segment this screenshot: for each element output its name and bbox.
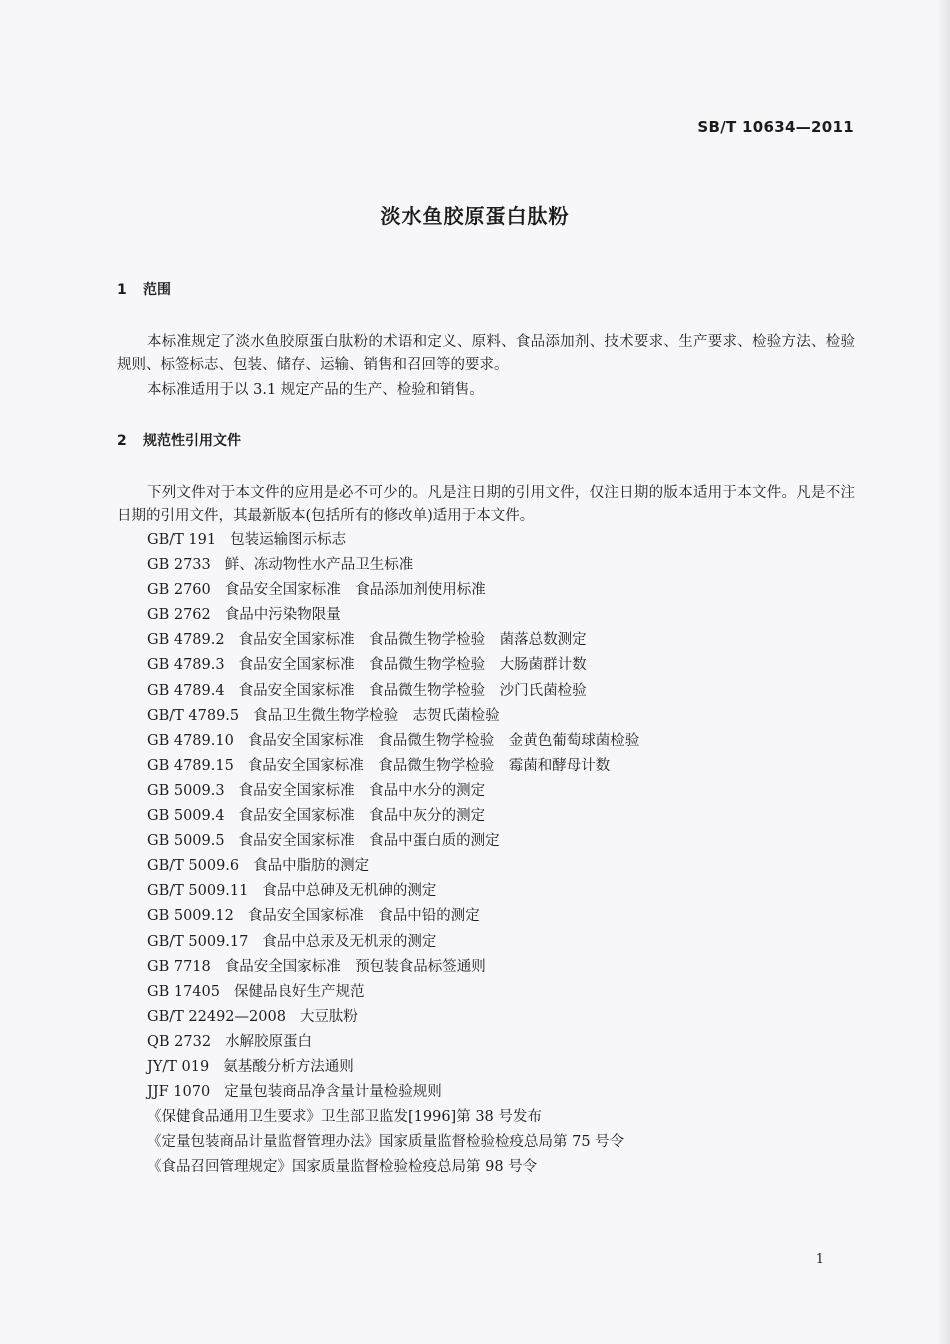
reference-code: GB/T 5009.11 [147,883,249,900]
reference-item [147,1155,639,1180]
section-2-number: 2 [117,433,127,449]
reference-code: GB 2733 [147,557,211,574]
reference-code: GB 4789.2 [147,632,225,649]
reference-item [147,528,639,553]
reference-item [147,879,639,904]
reference-code: GB/T 4789.5 [147,707,240,724]
reference-code: GB 4789.3 [147,657,225,674]
reference-title: 食品安全国家标准 食品微生物学检验 沙门氏菌检验 [238,682,587,699]
reference-code: GB/T 22492—2008 [147,1008,286,1025]
reference-title: 食品中总汞及无机汞的测定 [262,933,437,950]
section-2-paragraph-1: 下列文件对于本文件的应用是必不可少的。凡是注日期的引用文件，仅注日期的版本适用于本文件。凡是不注日期的引用文件，其最新版本(包括所有的修改单)适用于本文件。 [117,485,855,524]
reference-code: GB 4789.4 [147,682,225,699]
reference-item [147,628,639,653]
reference-title: 食品中总砷及无机砷的测定 [262,883,437,900]
reference-code: QB 2732 [147,1033,212,1050]
reference-item [147,578,639,603]
reference-item [147,1080,639,1105]
reference-code: JJF 1070 [147,1084,211,1101]
reference-code: GB 2760 [147,582,211,599]
reference-item [147,854,639,879]
section-1-title: 范围 [143,282,171,298]
reference-item [147,653,639,678]
reference-title: 《保健食品通用卫生要求》卫生部卫监发[1996]第 38 号发布 [147,1109,542,1126]
section-1-paragraph-1: 本标准规定了淡水鱼胶原蛋白肽粉的术语和定义、原料、食品添加剂、技术要求、生产要求、检验方法、检验规则、标签标志、包装、储存、运输、销售和召回等的要求。 [117,334,855,373]
reference-item [147,729,639,754]
reference-item [147,553,639,578]
standard-code: SB/T 10634—2011 [697,118,854,136]
reference-item [147,829,639,854]
reference-code: GB 5009.4 [147,808,225,825]
reference-item [147,704,639,729]
page-number: 1 [815,1252,824,1267]
reference-title: 定量包装商品净含量计量检验规则 [224,1084,442,1101]
reference-title: 食品安全国家标准 食品中水分的测定 [238,782,486,799]
reference-item [147,779,639,804]
reference-item [147,1030,639,1055]
reference-title: 包装运输图示标志 [230,532,347,548]
reference-title: 保健品良好生产规范 [233,983,365,1000]
section-2-title: 规范性引用文件 [143,433,241,449]
reference-title: 大豆肽粉 [299,1008,358,1025]
reference-title: 食品中脂肪的测定 [253,858,370,875]
reference-title: 食品安全国家标准 食品中铅的测定 [247,908,480,925]
reference-item [147,754,639,779]
reference-code: GB 5009.12 [147,908,234,925]
reference-item [147,980,639,1005]
reference-code: GB/T 5009.6 [147,858,240,875]
reference-item [147,1005,639,1030]
reference-code: JY/T 019 [147,1058,210,1075]
reference-code: GB 17405 [147,983,220,1000]
reference-item [147,930,639,955]
reference-item [147,603,639,628]
reference-title: 食品安全国家标准 食品微生物学检验 金黄色葡萄球菌检验 [247,732,640,749]
reference-title: 食品安全国家标准 食品添加剂使用标准 [224,582,486,599]
section-2-heading [117,430,241,450]
reference-title: 食品卫生微生物学检验 志贺氏菌检验 [253,707,500,724]
document-title: 淡水鱼胶原蛋白肽粉 [380,204,570,228]
reference-title: 《食品召回管理规定》国家质量监督检验检疫总局第 98 号令 [147,1159,538,1176]
reference-list [147,528,639,1180]
section-1-number: 1 [117,282,127,298]
section-1-paragraph-2: 本标准适用于以 3.1 规定产品的生产、检验和销售。 [147,382,484,398]
reference-item [147,955,639,980]
reference-item [147,904,639,929]
reference-code: GB 5009.3 [147,782,225,799]
reference-title: 食品安全国家标准 食品微生物学检验 大肠菌群计数 [238,657,587,674]
reference-title: 《定量包装商品计量监督管理办法》国家质量监督检验检疫总局第 75 号令 [147,1134,625,1151]
reference-title: 食品安全国家标准 食品中灰分的测定 [238,808,486,825]
reference-title: 鲜、冻动物性水产品卫生标准 [224,557,414,574]
reference-code: GB/T 191 [147,532,217,548]
reference-item [147,804,639,829]
reference-code: GB 5009.5 [147,833,225,850]
reference-item [147,1055,639,1080]
reference-code: GB 2762 [147,607,211,624]
reference-code: GB 4789.10 [147,732,234,749]
reference-item [147,679,639,704]
reference-title: 食品中污染物限量 [224,607,341,624]
reference-item [147,1105,639,1130]
scan-edge-shadow [936,0,950,1344]
reference-title: 氨基酸分析方法通则 [223,1058,354,1075]
section-1-heading [117,279,171,299]
reference-code: GB/T 5009.17 [147,933,249,950]
reference-title: 食品安全国家标准 食品微生物学检验 霉菌和酵母计数 [247,757,611,774]
reference-code: GB 7718 [147,958,211,975]
reference-title: 食品安全国家标准 食品微生物学检验 菌落总数测定 [238,632,587,649]
reference-title: 食品安全国家标准 食品中蛋白质的测定 [238,833,500,850]
reference-item [147,1130,639,1155]
reference-code: GB 4789.15 [147,757,234,774]
reference-title: 水解胶原蛋白 [225,1033,313,1050]
reference-title: 食品安全国家标准 预包装食品标签通则 [224,958,486,975]
